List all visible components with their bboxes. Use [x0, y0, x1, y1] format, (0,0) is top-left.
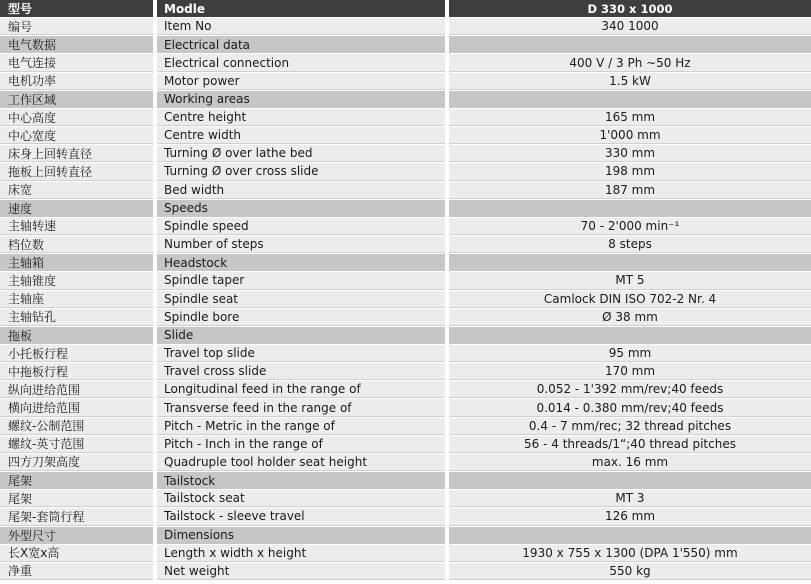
- section-label-en: Tailstock: [157, 472, 445, 489]
- row-label-en: Tailstock seat: [157, 490, 445, 507]
- row-label-cn: 主轴钻孔: [0, 309, 153, 326]
- row-label-en: Centre width: [157, 127, 445, 144]
- section-label-cn: 电气数据: [0, 36, 153, 53]
- section-label-en: Dimensions: [157, 527, 445, 544]
- table-row: [0, 418, 811, 436]
- section-label-en: Slide: [157, 327, 445, 344]
- row-value: MT 5: [449, 272, 811, 289]
- table-row: [0, 272, 811, 290]
- row-label-cn: 电机功率: [0, 73, 153, 90]
- row-value: 330 mm: [449, 145, 811, 162]
- table-row: [0, 545, 811, 563]
- row-label-en: Longitudinal feed in the range of: [157, 381, 445, 398]
- row-label-cn: 横向进给范围: [0, 399, 153, 416]
- row-label-cn: 小托板行程: [0, 345, 153, 362]
- row-value: 0.4 - 7 mm/rec; 32 thread pitches: [449, 418, 811, 435]
- row-value: 1'000 mm: [449, 127, 811, 144]
- table-row: [0, 563, 811, 581]
- table-row: [0, 381, 811, 399]
- section-row: [0, 91, 811, 109]
- row-label-en: Tailstock - sleeve travel: [157, 508, 445, 525]
- section-value: [449, 327, 811, 344]
- header-model-cn: 型号: [0, 0, 153, 17]
- row-value: Camlock DIN ISO 702-2 Nr. 4: [449, 291, 811, 308]
- row-label-en: Travel top slide: [157, 345, 445, 362]
- row-label-en: Spindle bore: [157, 309, 445, 326]
- row-label-en: Spindle taper: [157, 272, 445, 289]
- table-row: [0, 291, 811, 309]
- section-label-en: Electrical data: [157, 36, 445, 53]
- row-label-en: Bed width: [157, 182, 445, 199]
- section-label-cn: 工作区域: [0, 91, 153, 108]
- table-row: [0, 182, 811, 200]
- row-value: max. 16 mm: [449, 454, 811, 471]
- row-value: 400 V / 3 Ph ~50 Hz: [449, 54, 811, 71]
- section-label-cn: 速度: [0, 200, 153, 217]
- section-label-en: Speeds: [157, 200, 445, 217]
- section-value: [449, 36, 811, 53]
- section-row: [0, 527, 811, 545]
- table-row: [0, 54, 811, 72]
- row-label-cn: 四方刀架高度: [0, 454, 153, 471]
- row-value: 340 1000: [449, 18, 811, 35]
- row-label-cn: 尾架: [0, 490, 153, 507]
- row-label-en: Item No: [157, 18, 445, 35]
- row-value: 8 steps: [449, 236, 811, 253]
- section-value: [449, 200, 811, 217]
- row-label-en: Quadruple tool holder seat height: [157, 454, 445, 471]
- row-value: 550 kg: [449, 563, 811, 580]
- table-row: [0, 73, 811, 91]
- row-label-cn: 纵向进给范围: [0, 381, 153, 398]
- row-label-cn: 螺纹-公制范围: [0, 418, 153, 435]
- row-label-en: Net weight: [157, 563, 445, 580]
- row-value: MT 3: [449, 490, 811, 507]
- row-value: Ø 38 mm: [449, 309, 811, 326]
- row-label-en: Pitch - Inch in the range of: [157, 436, 445, 453]
- table-row: [0, 145, 811, 163]
- row-value: 1930 x 755 x 1300 (DPA 1'550) mm: [449, 545, 811, 562]
- row-label-cn: 主轴转速: [0, 218, 153, 235]
- section-value: [449, 472, 811, 489]
- table-row: [0, 309, 811, 327]
- row-label-cn: 主轴锥度: [0, 272, 153, 289]
- table-row: [0, 436, 811, 454]
- section-label-en: Headstock: [157, 254, 445, 271]
- table-row: [0, 236, 811, 254]
- table-row: [0, 363, 811, 381]
- row-value: 165 mm: [449, 109, 811, 126]
- row-label-en: Spindle speed: [157, 218, 445, 235]
- row-label-en: Electrical connection: [157, 54, 445, 71]
- section-row: [0, 254, 811, 272]
- section-label-cn: 主轴箱: [0, 254, 153, 271]
- row-label-cn: 拖板上回转直径: [0, 163, 153, 180]
- row-label-en: Travel cross slide: [157, 363, 445, 380]
- row-value: 56 - 4 threads/1“;40 thread pitches: [449, 436, 811, 453]
- row-value: 126 mm: [449, 508, 811, 525]
- section-label-cn: 外型尺寸: [0, 527, 153, 544]
- row-value: 1.5 kW: [449, 73, 811, 90]
- table-row: [0, 109, 811, 127]
- section-row: [0, 200, 811, 218]
- row-label-cn: 中拖板行程: [0, 363, 153, 380]
- table-row: [0, 508, 811, 526]
- table-body: [0, 18, 811, 581]
- table-row: [0, 127, 811, 145]
- row-value: 170 mm: [449, 363, 811, 380]
- row-label-cn: 电气连接: [0, 54, 153, 71]
- section-label-en: Working areas: [157, 91, 445, 108]
- section-label-cn: 尾架: [0, 472, 153, 489]
- row-label-cn: 床宽: [0, 182, 153, 199]
- section-value: [449, 91, 811, 108]
- section-label-cn: 拖板: [0, 327, 153, 344]
- row-label-cn: 主轴座: [0, 291, 153, 308]
- row-label-cn: 尾架-套筒行程: [0, 508, 153, 525]
- section-value: [449, 254, 811, 271]
- table-row: [0, 218, 811, 236]
- table-row: [0, 18, 811, 36]
- table-row: [0, 490, 811, 508]
- row-label-cn: 中心高度: [0, 109, 153, 126]
- row-label-cn: 档位数: [0, 236, 153, 253]
- row-label-en: Turning Ø over lathe bed: [157, 145, 445, 162]
- header-model-value: D 330 x 1000: [449, 0, 811, 17]
- table-row: [0, 454, 811, 472]
- row-value: 0.052 - 1'392 mm/rev;40 feeds: [449, 381, 811, 398]
- table-row: [0, 345, 811, 363]
- row-label-cn: 净重: [0, 563, 153, 580]
- row-label-en: Turning Ø over cross slide: [157, 163, 445, 180]
- row-value: 198 mm: [449, 163, 811, 180]
- row-label-en: Spindle seat: [157, 291, 445, 308]
- row-label-en: Number of steps: [157, 236, 445, 253]
- row-label-cn: 螺纹-英寸范围: [0, 436, 153, 453]
- row-label-cn: 床身上回转直径: [0, 145, 153, 162]
- row-label-cn: 编号: [0, 18, 153, 35]
- section-row: [0, 36, 811, 54]
- section-row: [0, 472, 811, 490]
- row-label-en: Centre height: [157, 109, 445, 126]
- row-value: 70 - 2'000 min⁻¹: [449, 218, 811, 235]
- row-value: 95 mm: [449, 345, 811, 362]
- row-label-en: Motor power: [157, 73, 445, 90]
- row-label-cn: 中心宽度: [0, 127, 153, 144]
- section-row: [0, 327, 811, 345]
- row-label-en: Transverse feed in the range of: [157, 399, 445, 416]
- row-value: 0.014 - 0.380 mm/rev;40 feeds: [449, 399, 811, 416]
- table-row: [0, 399, 811, 417]
- row-label-en: Length x width x height: [157, 545, 445, 562]
- header-model-en: Modle: [157, 0, 445, 17]
- row-value: 187 mm: [449, 182, 811, 199]
- row-label-cn: 长X宽x高: [0, 545, 153, 562]
- row-label-en: Pitch - Metric in the range of: [157, 418, 445, 435]
- table-row: [0, 163, 811, 181]
- section-value: [449, 527, 811, 544]
- table-header: [0, 0, 811, 18]
